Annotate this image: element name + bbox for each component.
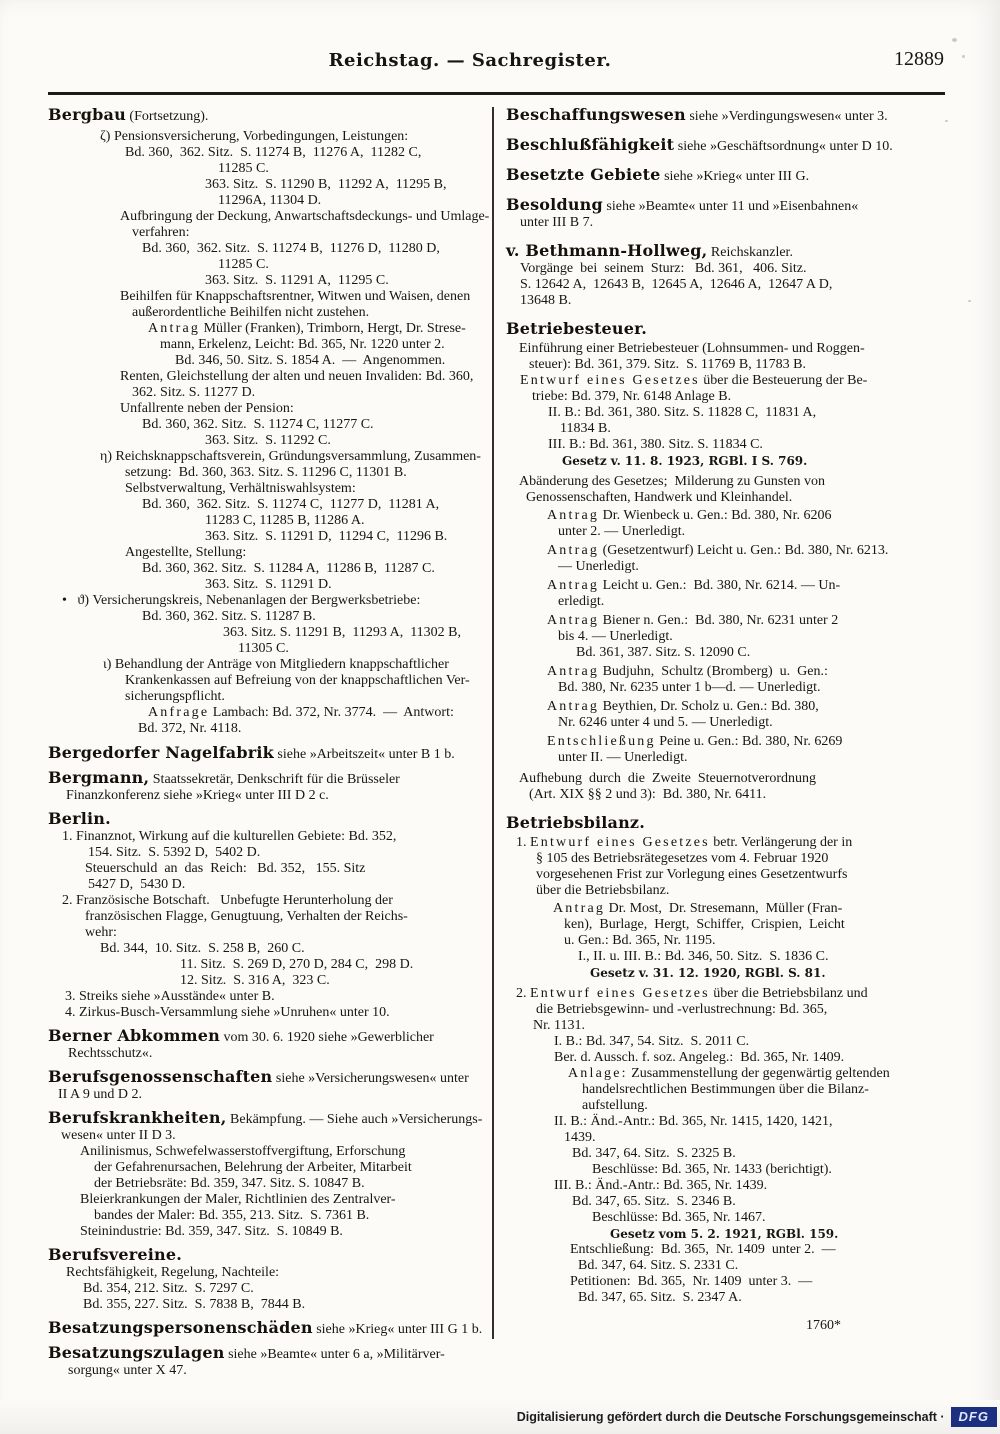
index-line: unter 2. — Unerledigt. [558,523,686,539]
index-line: Berufskrankheiten, Bekämpfung. — Siehe auch »Versicherungs- [48,1107,483,1127]
index-line: der Gefahrenursachen, Belehrung der Arbeiter, Mitarbeit [94,1159,412,1175]
spaced-emphasis: Entschließung [547,733,656,749]
index-line: Steinindustrie: Bd. 359, 347. Sitz. S. 10849 B. [80,1223,343,1239]
index-line: Bd. 355, 227. Sitz. S. 7838 B, 7844 B. [83,1296,306,1312]
index-line: 363. Sitz. S. 11292 C. [205,432,331,448]
spaced-emphasis: Entwurf eines Gesetzes [520,372,700,388]
index-line: Antrag Beythien, Dr. Scholz u. Gen.: Bd. 380, [547,698,819,714]
index-line: Genossenschaften, Handwerk und Kleinhandel. [526,489,793,505]
index-line: Besatzungspersonenschäden siehe »Krieg« unter III G 1 b. [48,1317,483,1337]
index-line: Nr. 1131. [533,1017,585,1033]
index-line: Berner Abkommen vom 30. 6. 1920 siehe »Gewerblicher [48,1025,434,1045]
headword: Berufsvereine. [48,1244,183,1264]
index-line: 363. Sitz. S. 11291 D. [205,576,332,592]
index-line: Anfrage Lambach: Bd. 372, Nr. 3774. — Antwort: [148,704,454,720]
index-line: Bd. 344, 10. Sitz. S. 258 B, 260 C. [100,940,305,956]
index-line: Bd. 380, Nr. 6235 unter 1 b—d. — Unerledigt. [558,679,821,695]
dfg-logo: DFG [951,1407,997,1427]
index-line: Bd. 360, 362. Sitz. S. 11274 C, 11277 C. [142,416,374,432]
right-column [494,107,946,1334]
index-line: III. B.: Änd.-Antr.: Bd. 365, Nr. 1439. [554,1177,768,1193]
index-line [506,812,946,833]
index-line: Angestellte, Stellung: [125,544,247,560]
index-line: Besatzungszulagen siehe »Beamte« unter 6 a, »Militärver- [48,1342,445,1362]
index-line: setzung: Bd. 360, 363. Sitz. S. 11296 C, 11301 B. [125,464,407,480]
headword: Bergmann, [48,767,150,787]
headword: Besatzungszulagen [48,1342,225,1362]
index-line: Aufbringung der Deckung, Anwartschaftsdeckungs- und Umlage- [120,208,490,224]
headword: Berlin. [48,808,111,828]
index-line: ι) Behandlung der Anträge von Mitgliedern knappschaftlicher [103,656,449,672]
index-line: vorgesehenen Frist zur Vorlegung eines Gesetzentwurfs [536,866,848,882]
index-line: Steuerschuld an das Reich: Bd. 352, 155. Sitz [85,860,366,876]
index-line: • ϑ) Versicherungskreis, Nebenanlagen der Bergwerksbetriebe: [62,592,421,608]
scan-speck [952,38,957,42]
index-line: sorgung« unter X 47. [68,1362,187,1378]
spaced-emphasis: Anfrage [148,704,210,720]
index-line: französischen Flagge, Genugtuung, Verhalten der Reichs- [85,908,408,924]
spaced-emphasis: Antrag [547,698,600,714]
index-line: Krankenkassen auf Befreiung von der knappschaftlichen Ver- [125,672,470,688]
index-line: II. B.: Bd. 361, 380. Sitz. S. 11828 C, 11831 A, [548,404,817,420]
index-line: 4. Zirkus-Busch-Versammlung siehe »Unruhen« unter 10. [65,1004,390,1020]
index-line: Antrag Biener n. Gen.: Bd. 380, Nr. 6231 unter 2 [547,612,839,628]
index-line: S. 12642 A, 12643 B, 12645 A, 12646 A, 12647 A D, [520,276,833,292]
index-line: Antrag Budjuhn, Schultz (Bromberg) u. Gen.: [547,663,828,679]
scan-speck [968,300,971,302]
index-line: Abänderung des Gesetzes; Milderung zu Gunsten von [519,473,825,489]
index-line: 2. Entwurf eines Gesetzes über die Betriebsbilanz und [516,985,868,1001]
index-line: III. B.: Bd. 361, 380. Sitz. S. 11834 C. [548,436,763,452]
index-line: Petitionen: Bd. 365, Nr. 1409 unter 3. — [570,1273,813,1289]
index-line: u. Gen.: Bd. 365, Nr. 1195. [564,932,716,948]
index-line: 5427 D, 5430 D. [88,876,186,892]
index-line: 12. Sitz. S. 316 A, 323 C. [180,972,330,988]
index-line: Unfallrente neben der Pension: [120,400,294,416]
spaced-emphasis: Antrag [547,612,600,628]
index-line: wehr: [85,924,117,940]
index-line: Antrag Leicht u. Gen.: Bd. 380, Nr. 6214. — Un- [547,577,841,593]
page-header [0,0,1000,78]
index-line: II. B.: Änd.-Antr.: Bd. 365, Nr. 1415, 1420, 1421, [554,1113,833,1129]
index-line: Antrag Müller (Franken), Trimborn, Hergt, Dr. Strese- [148,320,466,336]
index-line: § 105 des Betriebsrätegesetzes vom 4. Februar 1920 [536,850,829,866]
index-line: Antrag Dr. Wienbeck u. Gen.: Bd. 380, Nr. 6206 [547,507,832,523]
index-line: 363. Sitz. S. 11291 B, 11293 A, 11302 B, [223,624,462,640]
index-line: steuer): Bd. 361, 379. Sitz. S. 11769 B, 11783 B. [529,356,807,372]
sheet-mark: 1760* [806,1317,841,1333]
index-line [506,318,946,339]
digitization-footer [0,1400,1000,1434]
index-line: (Art. XIX §§ 2 und 3): Bd. 380, Nr. 6411. [529,786,767,802]
index-line [48,808,492,829]
spaced-emphasis: Antrag [553,900,606,916]
index-line: Nr. 6246 unter 4 und 5. — Unerledigt. [558,714,773,730]
spaced-emphasis: Anlage: [568,1065,628,1081]
index-line: Bd. 347, 65. Sitz. S. 2346 B. [572,1193,736,1209]
index-line: über die Betriebsbilanz. [536,882,670,898]
index-line: 11296A, 11304 D. [218,192,322,208]
index-line: Gesetz v. 31. 12. 1920, RGBl. S. 81. [590,965,826,980]
index-columns [48,107,948,1379]
index-line: Berufsgenossenschaften siehe »Versicherungswesen« unter [48,1066,469,1086]
headword: Berner Abkommen [48,1025,220,1045]
header-title: Reichstag. — Sachregister. [328,50,612,71]
left-column [48,107,492,1379]
spaced-emphasis: Antrag [547,577,600,593]
index-line: 3. Streiks siehe »Ausstände« unter B. [65,988,275,1004]
spaced-emphasis: Entwurf eines Gesetzes [530,985,710,1001]
index-line: verfahren: [132,224,190,240]
headword: Besetzte Gebiete [506,164,661,184]
index-line: 363. Sitz. S. 11291 D, 11294 C, 11296 B. [205,528,448,544]
index-line: 363. Sitz. S. 11291 A, 11295 C. [205,272,389,288]
index-line: Ber. d. Aussch. f. soz. Angeleg.: Bd. 365, Nr. 1409. [554,1049,845,1065]
headword: Beschlußfähigkeit [506,134,675,154]
page-number: 12889 [894,48,944,70]
index-line: 11305 C. [238,640,289,656]
index-line: Anlage: Zusammenstellung der gegenwärtig geltenden [568,1065,890,1081]
index-line: I., II. u. III. B.: Bd. 346, 50. Sitz. S. 1836 C. [578,948,829,964]
index-line: Anilinismus, Schwefelwasserstoffvergiftung, Erforschung [80,1143,406,1159]
index-line: II A 9 und D 2. [58,1086,142,1102]
index-line: außerordentliche Beihilfen nicht zustehen. [132,304,370,320]
index-line: 13648 B. [520,292,572,308]
headword: Betriebesteuer. [506,318,648,338]
headword: Betriebsbilanz. [506,812,645,832]
index-line: Finanzkonferenz siehe »Krieg« unter III D 2 c. [66,787,329,803]
index-line: Gesetz vom 5. 2. 1921, RGBl. 159. [610,1226,839,1241]
index-line: Entschließung Peine u. Gen.: Bd. 380, Nr. 6269 [547,733,843,749]
index-line: 11. Sitz. S. 269 D, 270 D, 284 C, 298 D. [180,956,414,972]
headword: Besoldung [506,194,603,214]
index-line: Bd. 372, Nr. 4118. [138,720,242,736]
index-line: wesen« unter II D 3. [61,1127,176,1143]
index-line: 362. Sitz. S. 11277 D. [132,384,256,400]
index-line: 11834 B. [560,420,611,436]
digitization-note: Digitalisierung gefördert durch die Deutsche Forschungsgemeinschaft · [516,1410,945,1424]
index-line: 1. Entwurf eines Gesetzes betr. Verlängerung der in [516,834,853,850]
index-line: sicherungspflicht. [125,688,225,704]
index-line: 11285 C. [218,256,269,272]
spaced-emphasis: Antrag [547,663,600,679]
index-line: erledigt. [558,593,605,609]
index-line: 11285 C. [218,160,269,176]
index-line: Bd. 360, 362. Sitz. S. 11274 B, 11276 D, 11280 D, [142,240,440,256]
index-line: Beschaffungswesen siehe »Verdingungswesen« unter 3. [506,106,888,124]
index-line: Entschließung: Bd. 365, Nr. 1409 unter 2. — [570,1241,836,1257]
index-line: Aufhebung durch die Zweite Steuernotverordnung [519,770,817,786]
index-line: 2. Französische Botschaft. Unbefugte Herunterholung der [62,892,393,908]
index-line: Bleierkrankungen der Maler, Richtlinien des Zentralver- [80,1191,396,1207]
headword: Berufsgenossenschaften [48,1066,273,1086]
index-line: Bd. 347, 64. Sitz. S. 2325 B. [572,1145,736,1161]
index-line: Entwurf eines Gesetzes über die Besteuerung der Be- [520,372,868,388]
index-line: Beschlüsse: Bd. 365, Nr. 1433 (berichtigt). [592,1161,832,1177]
index-line: Bd. 361, 387. Sitz. S. 12090 C. [576,644,751,660]
spaced-emphasis: Antrag [148,320,201,336]
headword: Besatzungspersonenschäden [48,1317,313,1337]
index-line [48,1244,492,1265]
index-line: η) Reichsknappschaftsverein, Gründungsversammlung, Zusammen- [100,448,481,464]
index-line: Rechtsschutz«. [68,1045,153,1061]
index-line: 11283 C, 11285 B, 11286 A. [205,512,365,528]
index-line: unter II. — Unerledigt. [558,749,688,765]
index-line: v. Bethmann-Hollweg, Reichskanzler. [506,240,793,260]
index-line: Bd. 360, 362. Sitz. S. 11284 A, 11286 B, 11287 C. [142,560,435,576]
index-line: Besetzte Gebiete siehe »Krieg« unter III G. [506,164,810,184]
index-line: Selbstverwaltung, Verhältniswahlsystem: [125,480,356,496]
index-line: ζ) Pensionsversicherung, Vorbedingungen, Leistungen: [100,128,409,144]
index-line: Bd. 360, 362. Sitz. S. 11274 C, 11277 D, 11281 A, [142,496,440,512]
index-line: Antrag Dr. Most, Dr. Stresemann, Müller (Fran- [553,900,843,916]
index-line: Einführung einer Betriebesteuer (Lohnsummen- und Roggen- [519,340,865,356]
index-line: Beihilfen für Knappschaftsrentner, Witwen und Waisen, denen [120,288,471,304]
index-line: mann, Erkelenz, Leicht: Bd. 365, Nr. 1220 unter 2. [160,336,445,352]
index-line: I. B.: Bd. 347, 54. Sitz. S. 2011 C. [554,1033,750,1049]
index-line: der Betriebsräte: Bd. 359, 347. Sitz. S. 10847 B. [94,1175,365,1191]
index-line: Gesetz v. 11. 8. 1923, RGBl. I S. 769. [562,453,808,468]
headword: Bergedorfer Nagelfabrik [48,742,274,762]
index-line: Beschlüsse: Bd. 365, Nr. 1467. [592,1209,766,1225]
index-line: Bd. 354, 212. Sitz. S. 7297 C. [83,1280,254,1296]
index-line: Bd. 360, 362. Sitz. S. 11287 B. [142,608,316,624]
headword: Berufskrankheiten, [48,1107,227,1127]
index-line: Beschlußfähigkeit siehe »Geschäftsordnung« unter D 10. [506,134,893,154]
index-line: handelsrechtlichen Bestimmungen über die Bilanz- [582,1081,869,1097]
index-line: die Betriebsgewinn- und -verlustrechnung: Bd. 365, [536,1001,828,1017]
index-line: unter III B 7. [520,214,594,230]
index-line: 363. Sitz. S. 11290 B, 11292 A, 11295 B, [205,176,447,192]
index-line: triebe: Bd. 379, Nr. 6148 Anlage B. [532,388,732,404]
index-line: ken), Burlage, Hergt, Schiffer, Crispien, Leicht [564,916,845,932]
index-line: aufstellung. [582,1097,648,1113]
index-line: Bd. 347, 64. Sitz. S. 2331 C. [578,1257,739,1273]
headword: Beschaffungswesen [506,106,686,124]
index-line: Antrag (Gesetzentwurf) Leicht u. Gen.: Bd. 380, Nr. 6213. [547,542,889,558]
index-line: 154. Sitz. S. 5392 D, 5402 D. [88,844,261,860]
spaced-emphasis: Entwurf eines Gesetzes [530,834,710,850]
scan-speck [962,55,965,58]
spaced-emphasis: Antrag [547,507,600,523]
spaced-emphasis: Antrag [547,542,600,558]
index-line: Vorgänge bei seinem Sturz: Bd. 361, 406. Sitz. [520,260,807,276]
scan-speck [945,120,948,122]
index-line: 1. Finanznot, Wirkung auf die kulturellen Gebiete: Bd. 352, [62,828,397,844]
index-line: Bd. 347, 65. Sitz. S. 2347 A. [578,1289,742,1305]
index-line: Renten, Gleichstellung der alten und neuen Invaliden: Bd. 360, [120,368,474,384]
index-line: Bergmann, Staatssekretär, Denkschrift für die Brüsseler [48,767,400,787]
index-line: Bergedorfer Nagelfabrik siehe »Arbeitszeit« unter B 1 b. [48,742,455,762]
index-line: Rechtsfähigkeit, Regelung, Nachteile: [66,1264,280,1280]
index-line: Bd. 346, 50. Sitz. S. 1854 A. — Angenommen. [175,352,446,368]
index-line: 1439. [564,1129,596,1145]
index-line: bis 4. — Unerledigt. [558,628,673,644]
headword: v. Bethmann-Hollweg, [506,240,708,260]
index-line: — Unerledigt. [558,558,639,574]
index-line: Besoldung siehe »Beamte« unter 11 und »Eisenbahnen« [506,194,859,214]
headword: Bergbau [48,106,126,124]
index-line: bandes der Maler: Bd. 355, 213. Sitz. S. 7361 B. [94,1207,370,1223]
index-line: Bergbau (Fortsetzung). [48,106,209,124]
index-line: Bd. 360, 362. Sitz. S. 11274 B, 11276 A, 11282 C, [125,144,422,160]
header-rule [48,92,945,95]
